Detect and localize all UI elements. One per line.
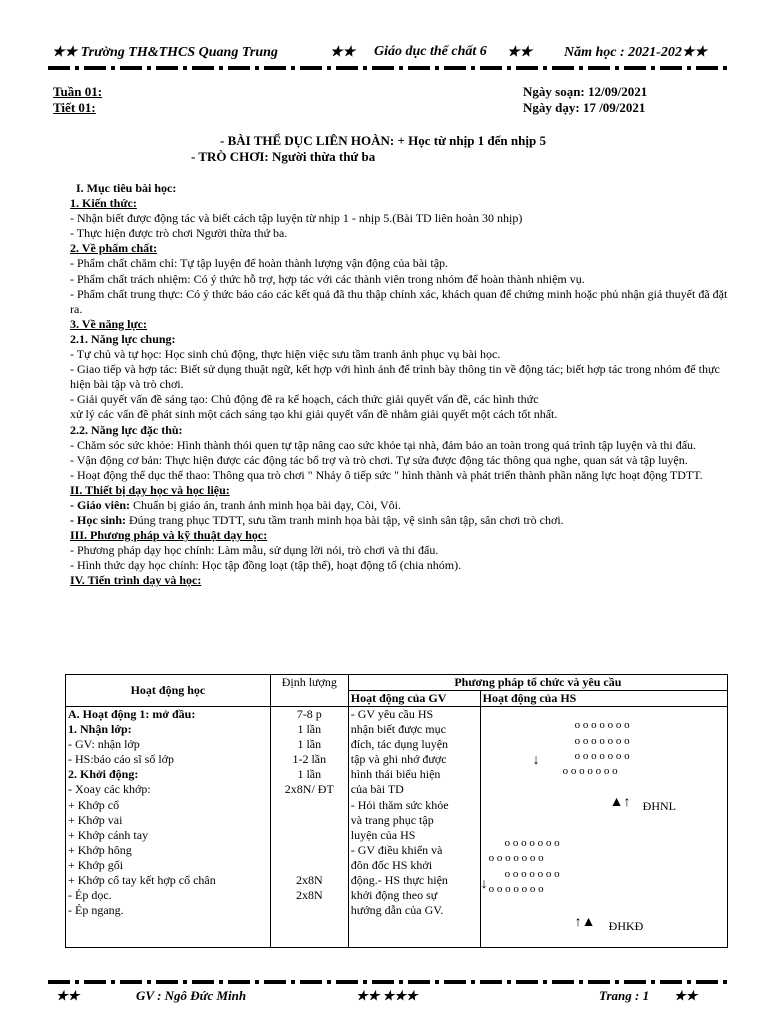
text-line: - Phương pháp dạy học chính: Làm mẫu, sử dụng lời nói, trò chơi và thi đấu. xyxy=(70,543,439,558)
student-formation-row: o o o o o o o xyxy=(488,852,544,864)
triangle-arrow-up-icon: ▲↑ xyxy=(609,795,631,810)
dose-cell xyxy=(270,707,348,948)
header-teacher: Hoạt động của GV xyxy=(348,691,480,707)
text-line: - Hoạt động thể dục thể thao: Thông qua trò chơi " Nhảy ô tiếp sức " hình thành và phát triển thành phần năng lực hoạt động TDTT. xyxy=(70,467,703,482)
school-name: ★★ Trường TH&THCS Quang Trung xyxy=(52,45,278,60)
student-formation-row: o o o o o o o xyxy=(574,719,630,731)
teacher-name: GV : Ngô Đức Minh xyxy=(136,988,247,1003)
text-line: - Học sinh: Đúng trang phục TDTT, sưu tầm tranh minh họa bài tập, vệ sinh sân tập, sân chơi trò chơi. xyxy=(70,513,564,528)
footer-stars: ★★ xyxy=(674,988,698,1003)
student-formation-row: o o o o o o o xyxy=(504,868,560,880)
text-line: - Phẩm chất chăm chỉ: Tự tập luyện để hoàn thành lượng vận động của bài tập. xyxy=(70,256,449,271)
section-heading: 1. Kiến thức: xyxy=(70,196,137,211)
lesson-meta-right xyxy=(523,84,647,116)
activity-line: - Ép dọc. xyxy=(68,888,112,903)
game-title: - TRÒ CHƠI: Người thừa thứ ba xyxy=(191,149,376,164)
activity-cell xyxy=(66,707,271,948)
text-line: - Chăm sóc sức khỏe: Hình thành thói quen tự tập nâng cao sức khỏe tại nhà, đảm bảo an toàn trong quá trình tập luyện và thi đấu. xyxy=(70,437,697,452)
teacher-cell xyxy=(348,707,480,948)
teacher-line: động.- HS thực hiện xyxy=(350,873,448,888)
teacher-line: của bài TD xyxy=(350,782,404,797)
page-number: Trang : 1 xyxy=(599,988,650,1003)
activity-line: + Khớp gối xyxy=(68,857,124,872)
school-year: Năm học : 2021-202★★ xyxy=(564,45,707,60)
section-heading: II. Thiết bị dạy học và học liệu: xyxy=(70,482,230,497)
page-footer xyxy=(56,988,726,1008)
lesson-meta-left xyxy=(53,84,102,116)
dose-line: 1 lần xyxy=(297,722,322,737)
teacher-line: hình thái biểu hiện xyxy=(350,767,441,782)
activity-line: + Khớp cổ xyxy=(68,797,120,812)
formation-label: ĐHKĐ xyxy=(608,919,644,933)
dose-line: 1 lần xyxy=(297,767,322,782)
activity-line: + Khớp cổ tay kết hợp cổ chân xyxy=(68,873,216,888)
student-formation-row: o o o o o o o xyxy=(504,837,560,849)
header-method: Phương pháp tổ chức và yêu cầu xyxy=(348,675,727,691)
header-stars: ★★ xyxy=(330,45,356,60)
dose-line: 2x8N xyxy=(295,888,323,903)
arrow-down-icon: ↓ xyxy=(532,753,540,768)
section-heading: 2. Về phẩm chất: xyxy=(70,241,158,256)
teacher-line: hướng dẫn của GV. xyxy=(350,903,444,918)
student-formation-row: o o o o o o o xyxy=(562,765,618,777)
teacher-line: đôn đốc HS khởi xyxy=(350,857,433,872)
teacher-line: đích, tác dụng luyện xyxy=(350,737,449,752)
activity-line: - GV: nhận lớp xyxy=(68,737,140,752)
teacher-line: - GV yêu cầu HS xyxy=(350,707,434,721)
header-dose: Định lượng xyxy=(270,675,348,707)
activity-line: - HS:báo cáo sĩ số lớp xyxy=(68,752,175,767)
subject-name: Giáo dục thể chất 6 xyxy=(374,44,487,59)
activity-line: A. Hoạt động 1: mở đầu: xyxy=(68,707,196,721)
subsection-heading: 2.2. Năng lực đặc thù: xyxy=(70,422,183,437)
subsection-heading: 2.1. Năng lực chung: xyxy=(70,331,176,346)
table-row xyxy=(66,707,728,948)
teacher-line: nhận biết được mục xyxy=(350,722,446,737)
prep-date: Ngày soạn: 12/09/2021 xyxy=(523,84,648,99)
student-formation-row: o o o o o o o xyxy=(488,883,544,895)
teacher-line: - GV điều khiển và xyxy=(350,842,443,857)
header-stars: ★★ xyxy=(507,45,533,60)
text-line: - Giáo viên: Chuẩn bị giáo án, tranh ảnh minh họa bài dạy, Còi, Vôi. xyxy=(70,497,401,512)
activity-line: 2. Khởi động: xyxy=(68,767,139,782)
section-heading: IV. Tiến trình dạy và học: xyxy=(70,573,202,588)
formation-diagram xyxy=(480,707,725,947)
activity-line: - Ép ngang. xyxy=(68,903,124,918)
lesson-title: - BÀI THỂ DỤC LIÊN HOÀN: + Học từ nhịp 1 đến nhịp 5 xyxy=(220,133,546,148)
header-rule xyxy=(48,66,728,70)
page-header xyxy=(52,44,722,64)
activity-line: + Khớp hông xyxy=(68,842,132,857)
footer-stars: ★★ ★★★ xyxy=(356,988,418,1003)
student-formation-row: o o o o o o o xyxy=(574,735,630,747)
text-line: - Giải quyết vấn đề sáng tạo: Chủ động đề ra kế hoạch, cách thức giải quyết vấn đề, các hình thức xyxy=(70,392,539,407)
lesson-content xyxy=(70,181,730,589)
text-line: - Phẩm chất trách nhiệm: Có ý thức hỗ trợ, hợp tác với các thành viên trong nhóm để hoàn thành nhiệm vụ. xyxy=(70,271,585,286)
header-student: Hoạt động của HS xyxy=(480,691,727,707)
teacher-line: luyện của HS xyxy=(350,827,416,842)
footer-stars: ★★ xyxy=(56,988,80,1003)
dose-line: 2x8N xyxy=(295,873,323,888)
section-heading: I. Mục tiêu bài học: xyxy=(76,181,177,195)
text-line: - Giao tiếp và hợp tác: Biết sử dụng thuật ngữ, kết hợp với hình ảnh để trình bày thông tin về động tác; biết hợp tác trong nhóm để thực hiện bài tập và trò chơi. xyxy=(70,362,720,392)
activity-line: 1. Nhận lớp: xyxy=(68,722,132,737)
table-header-row xyxy=(66,675,728,691)
dose-line: 1 lần xyxy=(297,737,322,752)
text-line: - Vận động cơ bản: Thực hiện được các động tác bổ trợ và trò chơi. Tự sửa được động tác thông qua nghe, quan sát và tập luyện. xyxy=(70,452,688,467)
text-line: - Hình thức dạy học chính: Học tập đồng loạt (tập thể), hoạt động tổ (chia nhóm). xyxy=(70,558,462,573)
text-line: xử lý các vấn đề phát sinh một cách sáng tạo khi giải quyết vấn đề nhằm giải quyết một cách tốt nhất. xyxy=(70,407,558,422)
text-line: - Thực hiện được trò chơi Người thừa thứ ba. xyxy=(70,226,288,241)
teach-date: Ngày dạy: 17 /09/2021 xyxy=(523,100,646,115)
student-cell xyxy=(480,707,727,948)
teacher-line: và trang phục tập xyxy=(350,812,434,827)
arrow-down-icon: ↓ xyxy=(480,877,488,892)
text-line: - Nhận biết được động tác và biết cách tập luyện từ nhịp 1 - nhịp 5.(Bài TD liên hoàn 30 nhịp) xyxy=(70,211,523,226)
section-heading: III. Phương pháp và kỹ thuật dạy học: xyxy=(70,528,268,543)
text-line: - Tự chủ và tự học: Học sinh chủ động, thực hiện việc sưu tầm tranh ảnh phục vụ bài học. xyxy=(70,347,501,362)
lesson-plan-table xyxy=(65,674,728,948)
activity-line: - Xoay các khớp: xyxy=(68,782,151,797)
activity-line: + Khớp vai xyxy=(68,812,123,827)
header-activity: Hoạt động học xyxy=(66,675,271,707)
formation-label: ĐHNL xyxy=(642,799,676,813)
section-heading: 3. Về năng lực: xyxy=(70,316,147,331)
text-line: - Phẩm chất trung thực: Có ý thức báo cáo các kết quả đã thu thập chính xác, khách quan để chứng minh hoặc phủ nhận giả thuyết đã đặt ra. xyxy=(70,286,728,316)
activity-line: + Khớp cánh tay xyxy=(68,827,149,842)
dose-line: 1-2 lần xyxy=(292,752,327,767)
dose-line: 2x8N/ ĐT xyxy=(284,782,334,797)
dose-line: 7-8 p xyxy=(296,707,322,721)
footer-rule xyxy=(48,980,728,984)
teacher-line: tập và ghi nhớ được xyxy=(350,752,447,767)
period-label: Tiết 01: xyxy=(53,100,96,115)
student-formation-row: o o o o o o o xyxy=(574,750,630,762)
week-label: Tuần 01: xyxy=(53,84,103,99)
arrow-up-triangle-icon: ↑▲ xyxy=(574,915,596,930)
teacher-line: khởi động theo sự xyxy=(350,888,438,903)
teacher-line: - Hỏi thăm sức khỏe xyxy=(350,797,449,812)
